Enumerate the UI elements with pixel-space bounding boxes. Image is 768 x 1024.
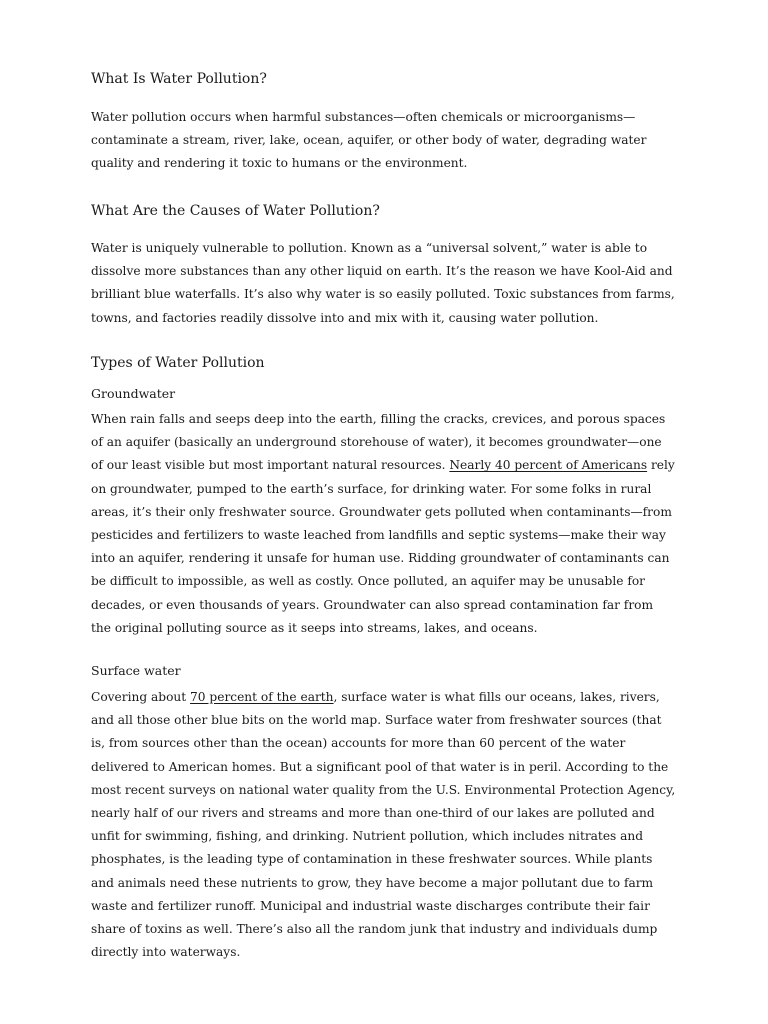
text-span: , surface water is what fills our oceans, lakes, rivers, and all those other blue bits on the world map. Surface water from freshwater sources (that is, from sources other than the ocean) accounts for more than 60 percent of the water delivered to American homes. But a significant pool of that water is in peril. According to the most recent surveys on national water quality from the U.S. Environmental Protection Agency, nearly half of our rivers and streams and more than one-third of our lakes are polluted and unfit for swimming, fishing, and drinking. Nutrient pollution, which includes nitrates and phosphates, is the leading type of contamination in these freshwater sources. While plants and animals need these nutrients to grow, they have become a major pollutant due to farm waste and fertilizer runoff. Municipal and industrial waste discharges contribute their fair share of toxins as well. There’s also all the random junk that industry and individuals dump directly into waterways. <box>91 690 676 960</box>
text-span: rely on groundwater, pumped to the earth’s surface, for drinking water. For some folks in rural areas, it’s their only freshwater source. Groundwater gets polluted when contaminants—from pesticides and fertilizers to waste leached from landfills and septic systems—make their way into an aquifer, rendering it unsafe for human use. Ridding groundwater of contaminants can be difficult to impossible, as well as costly. Once polluted, an aquifer may be unusable for decades, or even thousands of years. Groundwater can also spread contamination far from the original polluting source as it seeps into streams, lakes, and oceans. <box>91 458 675 635</box>
heading-causes-of-water-pollution: What Are the Causes of Water Pollution? <box>91 203 380 219</box>
paragraph-text <box>91 686 676 964</box>
subheading-groundwater: Groundwater <box>91 386 176 401</box>
subheading-surface-water: Surface water <box>91 663 181 678</box>
paragraph-groundwater <box>91 408 676 640</box>
paragraph-text: Water pollution occurs when harmful substances—often chemicals or microorganisms—contaminate a stream, river, lake, ocean, aquifer, or other body of water, degrading water quality and rendering it toxic to humans or the environment. <box>91 110 647 171</box>
paragraph-causes-of-water-pollution <box>91 237 676 330</box>
link-70-percent-of-the-earth[interactable]: 70 percent of the earth <box>190 690 334 704</box>
paragraph-text <box>91 408 676 640</box>
heading-what-is-water-pollution: What Is Water Pollution? <box>91 71 267 87</box>
paragraph-surface-water <box>91 686 676 964</box>
heading-types-of-water-pollution: Types of Water Pollution <box>91 355 265 371</box>
text-span: When rain falls and seeps deep into the earth, filling the cracks, crevices, and porous spaces of an aquifer (basically an underground storehouse of water), it becomes groundwater—one of our least visible but most important natural resources. <box>91 412 666 473</box>
paragraph-what-is-water-pollution <box>91 106 676 176</box>
paragraph-text: Water is uniquely vulnerable to pollution. Known as a “universal solvent,” water is able to dissolve more substances than any other liquid on earth. It’s the reason we have Kool-Aid and brilliant blue waterfalls. It’s also why water is so easily polluted. Toxic substances from farms, towns, and factories readily dissolve into and mix with it, causing water pollution. <box>91 241 675 325</box>
link-nearly-40-percent-of-americans[interactable]: Nearly 40 percent of Americans <box>449 458 648 473</box>
text-span: Covering about <box>91 690 191 704</box>
